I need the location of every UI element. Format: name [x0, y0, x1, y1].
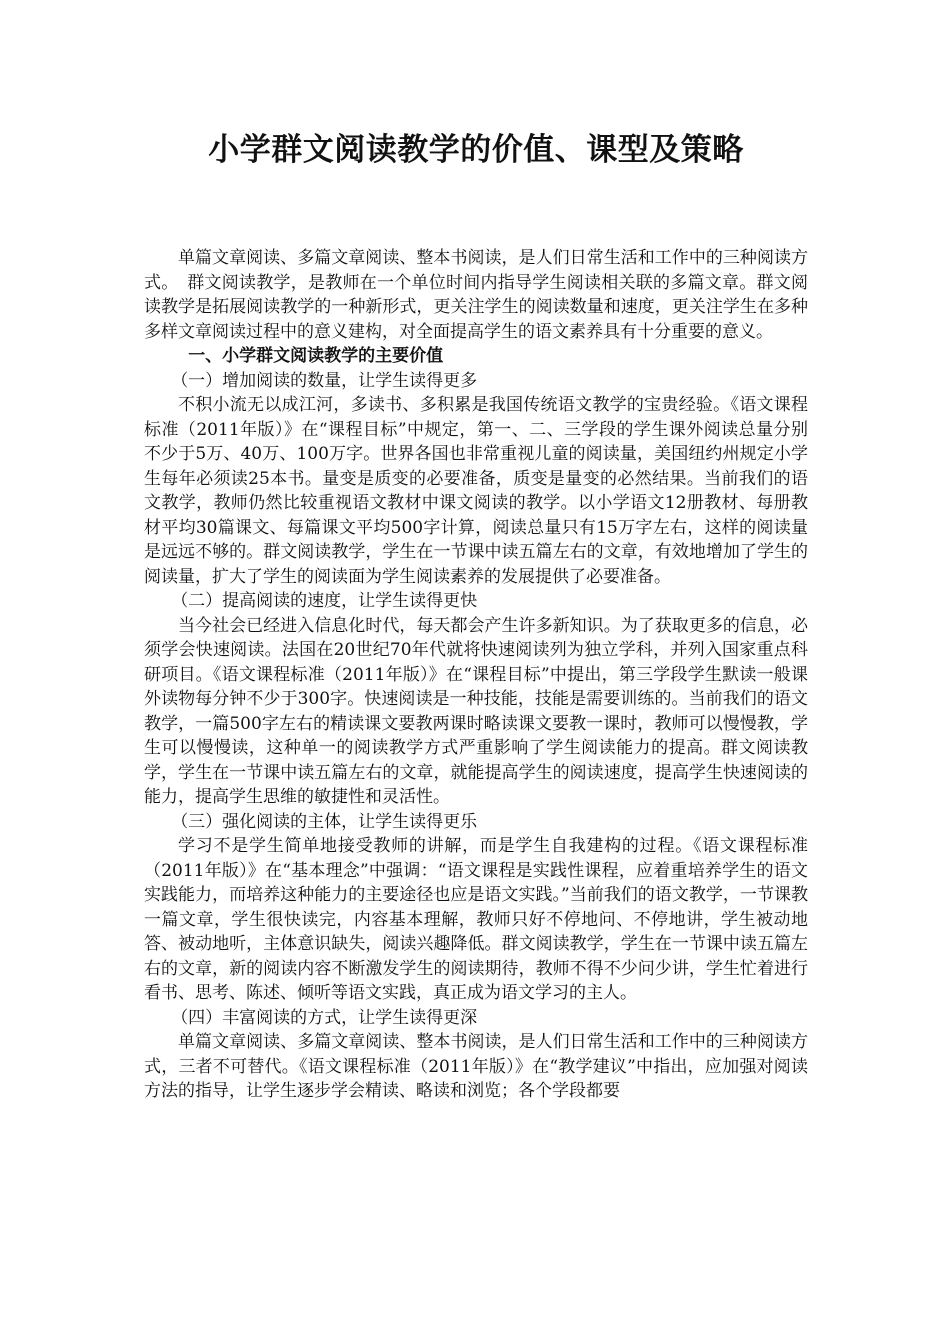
section-heading-1: 一、小学群文阅读教学的主要价值 [188, 346, 444, 366]
subsection-heading-2: （二）提高阅读的速度，让学生读得更快 [171, 591, 478, 611]
subsection-heading-1: （一）增加阅读的数量，让学生读得更多 [171, 370, 478, 391]
document-body [144, 246, 808, 1104]
document-title: 小学群文阅读教学的价值、课型及策略 [208, 132, 744, 168]
subsection-paragraph-4: 单篇文章阅读、多篇文章阅读、整本书阅读，是人们日常生活和工作中的三种阅读方式，三者不可替代。《语文课程标准（2011年版）》在“教学建议”中指出，应加强对阅读方法的指导，让学生逐步学会精读、略读和浏览；各个学段都要 [144, 1032, 808, 1101]
subsection-paragraph-1: 不积小流无以成江河，多读书、多积累是我国传统语文教学的宝贵经验。《语文课程标准（2011年版）》在“课程目标”中规定，第一、二、三学段的学生课外阅读总量分别不少于5万、40万、100万字。世界各国也非常重视儿童的阅读量，美国纽约州规定小学生每年必须读25本书。量变是质变的必要准备，质变是量变的必然结果。当前我们的语文教学，教师仍然比较重视语文教材中课文阅读的教学。以小学语文12册教材、每册教材平均30篇课文、每篇课文平均500字计算，阅读总量只有15万字左右，这样的阅读量是远远不够的。群文阅读教学，学生在一节课中读五篇左右的文章，有效地增加了学生的阅读量，扩大了学生的阅读面为学生阅读素养的发展提供了必要准备。 [144, 395, 808, 587]
subsection-paragraph-2: 当今社会已经进入信息化时代，每天都会产生许多新知识。为了获取更多的信息，必须学会快速阅读。法国在20世纪70年代就将快速阅读列为独立学科，并列入国家重点科研项目。《语文课程标准（2011年版）》在“课程目标”中提出，第三学段学生默读一般课外读物每分钟不少于300字。快速阅读是一种技能，技能是需要训练的。当前我们的语文教学，一篇500字左右的精读课文要教两课时略读课文要教一课时，教师可以慢慢教，学生可以慢慢读，这种单一的阅读教学方式严重影响了学生阅读能力的提高。群文阅读教学，学生在一节课中读五篇左右的文章，就能提高学生的阅读速度，提高学生快速阅读的能力，提高学生思维的敏捷性和灵活性。 [144, 615, 808, 807]
subsection-heading-4: （四）丰富阅读的方式，让学生读得更深 [171, 1007, 478, 1028]
subsection-heading-3: （三）强化阅读的主体，让学生读得更乐 [171, 811, 478, 832]
intro-paragraph: 单篇文章阅读、多篇文章阅读、整本书阅读，是人们日常生活和工作中的三种阅读方式。 群文阅读教学，是教师在一个单位时间内指导学生阅读相关联的多篇文章。群文阅读教学是拓展阅读教学的一种新形式，更关注学生的阅读数量和速度，更关注学生在多种多样文章阅读过程中的意义建构，对全面提高学生的语文素养具有十分重要的意义。 [144, 248, 808, 342]
subsection-paragraph-3: 学习不是学生简单地接受教师的讲解，而是学生自我建构的过程。《语文课程标准（2011年版）》在“基本理念”中强调：“语文课程是实践性课程，应着重培养学生的语文实践能力，而培养这种能力的主要途径也应是语文实践。”当前我们的语文教学，一节课教一篇文章，学生很快读完，内容基本理解，教师只好不停地问、不停地讲，学生被动地答、被动地听，主体意识缺失，阅读兴趣降低。群文阅读教学，学生在一节课中读五篇左右的文章，新的阅读内容不断激发学生的阅读期待，教师不得不少问少讲，学生忙着进行看书、思考、陈述、倾听等语文实践，真正成为语文学习的主人。 [144, 836, 808, 1003]
